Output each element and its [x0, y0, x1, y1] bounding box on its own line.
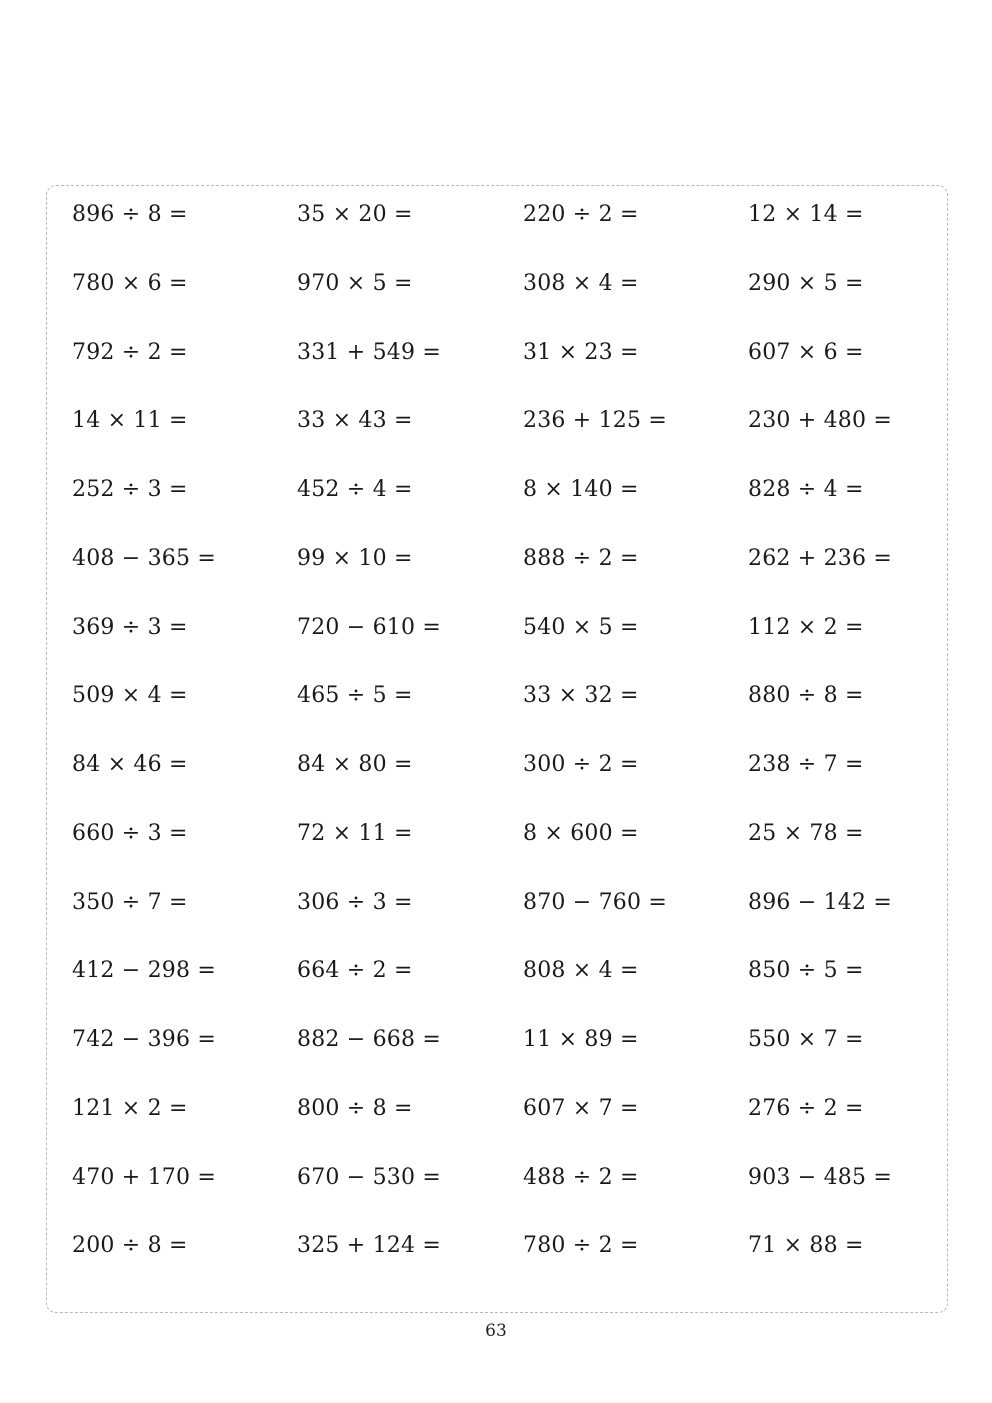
- arithmetic-problem: 220 ÷ 2 =: [523, 202, 639, 227]
- arithmetic-problem: 33 × 43 =: [297, 408, 413, 434]
- arithmetic-problem: 780 ÷ 2 =: [523, 1233, 639, 1259]
- arithmetic-problem: 262 + 236 =: [748, 545, 893, 571]
- arithmetic-problem: 452 ÷ 4 =: [297, 477, 413, 502]
- arithmetic-problem: 607 × 7 =: [523, 1095, 639, 1121]
- arithmetic-problem: 880 ÷ 8 =: [748, 683, 864, 709]
- arithmetic-problem: 99 × 10 =: [297, 545, 413, 571]
- arithmetic-problem: 84 × 80 =: [297, 752, 413, 777]
- arithmetic-problem: 25 × 78 =: [748, 820, 864, 846]
- arithmetic-problem: 238 ÷ 7 =: [748, 752, 864, 777]
- arithmetic-problem: 550 × 7 =: [748, 1027, 864, 1052]
- arithmetic-problem: 306 ÷ 3 =: [297, 889, 413, 915]
- arithmetic-problem: 882 − 668 =: [297, 1027, 442, 1052]
- arithmetic-problem: 664 ÷ 2 =: [297, 958, 413, 984]
- arithmetic-problem: 112 × 2 =: [748, 614, 864, 640]
- arithmetic-problem: 252 ÷ 3 =: [72, 477, 188, 502]
- arithmetic-problem: 31 × 23 =: [523, 339, 639, 365]
- arithmetic-problem: 828 ÷ 4 =: [748, 477, 864, 502]
- arithmetic-problem: 350 ÷ 7 =: [72, 889, 188, 915]
- arithmetic-problem: 11 × 89 =: [523, 1027, 639, 1052]
- page-number: 63: [485, 1321, 507, 1341]
- arithmetic-problem: 903 − 485 =: [748, 1164, 893, 1190]
- arithmetic-problem: 970 × 5 =: [297, 270, 413, 296]
- arithmetic-problem: 670 − 530 =: [297, 1164, 442, 1190]
- arithmetic-problem: 276 ÷ 2 =: [748, 1095, 864, 1121]
- arithmetic-problem: 369 ÷ 3 =: [72, 614, 188, 640]
- arithmetic-problem: 331 + 549 =: [297, 339, 442, 365]
- arithmetic-problem: 720 − 610 =: [297, 614, 442, 640]
- arithmetic-problem: 808 × 4 =: [523, 958, 639, 984]
- arithmetic-problem: 850 ÷ 5 =: [748, 958, 864, 984]
- arithmetic-problem: 660 ÷ 3 =: [72, 820, 188, 846]
- arithmetic-problem: 308 × 4 =: [523, 270, 639, 296]
- arithmetic-problem: 14 × 11 =: [72, 408, 188, 434]
- arithmetic-problem: 896 − 142 =: [748, 889, 893, 915]
- arithmetic-problem: 230 + 480 =: [748, 408, 893, 434]
- arithmetic-problem: 236 + 125 =: [523, 408, 668, 434]
- arithmetic-problem: 412 − 298 =: [72, 958, 217, 984]
- arithmetic-problem: 325 + 124 =: [297, 1233, 442, 1259]
- arithmetic-problem: 792 ÷ 2 =: [72, 339, 188, 365]
- arithmetic-problem: 896 ÷ 8 =: [72, 202, 188, 227]
- arithmetic-problem: 488 ÷ 2 =: [523, 1164, 639, 1190]
- arithmetic-problem: 607 × 6 =: [748, 339, 864, 365]
- arithmetic-problem: 888 ÷ 2 =: [523, 545, 639, 571]
- arithmetic-problem: 71 × 88 =: [748, 1233, 864, 1259]
- arithmetic-problem: 540 × 5 =: [523, 614, 639, 640]
- arithmetic-problem: 780 × 6 =: [72, 270, 188, 296]
- arithmetic-problem: 800 ÷ 8 =: [297, 1095, 413, 1121]
- arithmetic-problem: 33 × 32 =: [523, 683, 639, 709]
- arithmetic-problem: 300 ÷ 2 =: [523, 752, 639, 777]
- arithmetic-problem: 509 × 4 =: [72, 683, 188, 709]
- arithmetic-problem: 408 − 365 =: [72, 545, 217, 571]
- arithmetic-problem: 870 − 760 =: [523, 889, 668, 915]
- arithmetic-problem: 8 × 140 =: [523, 477, 639, 502]
- arithmetic-problem: 72 × 11 =: [297, 820, 413, 846]
- arithmetic-problem: 12 × 14 =: [748, 202, 864, 227]
- arithmetic-problem: 465 ÷ 5 =: [297, 683, 413, 709]
- arithmetic-problem: 8 × 600 =: [523, 820, 639, 846]
- arithmetic-problem: 84 × 46 =: [72, 752, 188, 777]
- arithmetic-problem: 35 × 20 =: [297, 202, 413, 227]
- arithmetic-problem: 742 − 396 =: [72, 1027, 217, 1052]
- arithmetic-problem: 290 × 5 =: [748, 270, 864, 296]
- arithmetic-problem: 121 × 2 =: [72, 1095, 188, 1121]
- arithmetic-problem: 470 + 170 =: [72, 1164, 217, 1190]
- arithmetic-problem: 200 ÷ 8 =: [72, 1233, 188, 1259]
